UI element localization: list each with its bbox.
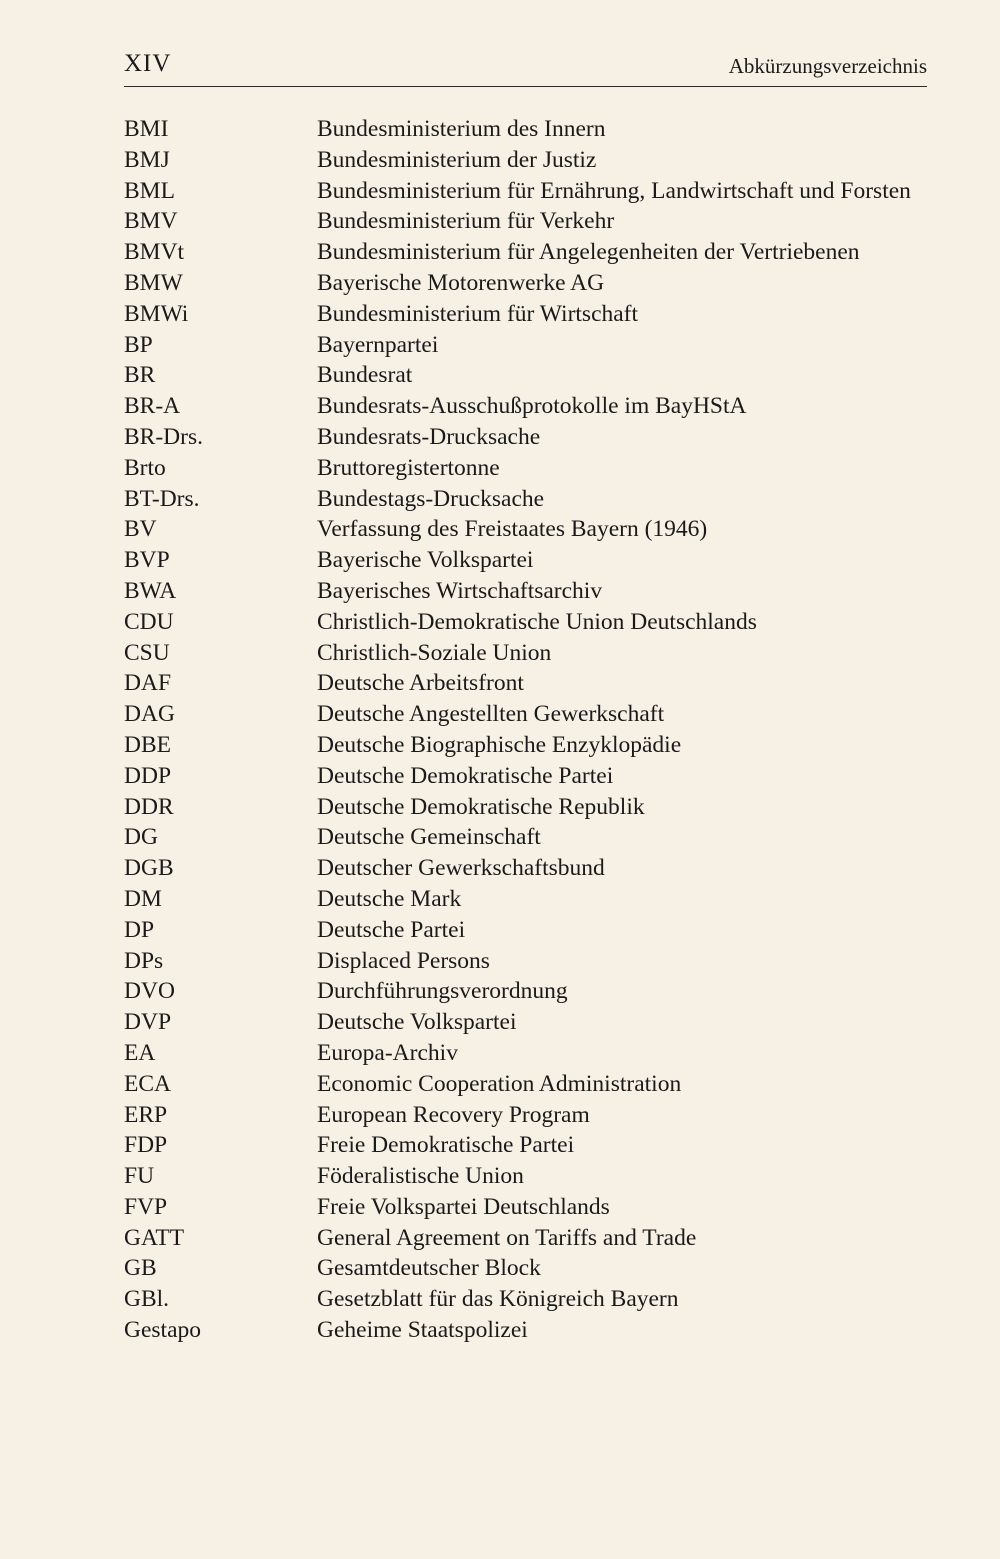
abbreviation-entry (124, 1253, 934, 1284)
abbreviation-expansion: Economic Cooperation Administration (317, 1070, 682, 1097)
abbreviation-entry (124, 761, 934, 792)
abbreviation-term: BMV (124, 208, 178, 235)
abbreviation-term: FDP (124, 1132, 168, 1159)
abbreviation-term: GATT (124, 1224, 185, 1251)
abbreviation-expansion: European Recovery Program (317, 1101, 590, 1128)
abbreviation-entry (124, 638, 934, 669)
abbreviation-term: BMVt (124, 239, 185, 266)
abbreviation-term: DVP (124, 1009, 172, 1036)
abbreviation-entry (124, 884, 934, 915)
abbreviation-term: CSU (124, 639, 170, 666)
abbreviation-entry (124, 206, 934, 237)
abbreviation-term: DAG (124, 701, 175, 728)
abbreviation-expansion: Bundesrats-Drucksache (317, 423, 541, 450)
abbreviation-entry (124, 1161, 934, 1192)
abbreviation-entry (124, 699, 934, 730)
abbreviation-entry (124, 1130, 934, 1161)
abbreviation-term: BMI (124, 116, 169, 142)
abbreviation-term: DM (124, 885, 162, 912)
abbreviation-term: BMWi (124, 300, 189, 327)
abbreviation-entry (124, 976, 934, 1007)
abbreviation-entry (124, 822, 934, 853)
abbreviation-entry (124, 268, 934, 299)
abbreviation-expansion: Deutsche Demokratische Republik (317, 793, 645, 820)
abbreviation-expansion: Bundesministerium des Innern (317, 116, 606, 142)
abbreviation-term: Gestapo (124, 1317, 202, 1344)
abbreviation-expansion: Deutsche Volkspartei (317, 1009, 517, 1036)
abbreviation-entry (124, 1100, 934, 1131)
abbreviation-entry (124, 484, 934, 515)
abbreviation-expansion: Freie Demokratische Partei (317, 1132, 575, 1159)
abbreviation-term: BR (124, 362, 156, 389)
abbreviation-entry (124, 792, 934, 823)
abbreviation-expansion: Gesamtdeutscher Block (317, 1255, 541, 1282)
abbreviation-entry (124, 1284, 934, 1315)
abbreviation-entry (124, 176, 934, 207)
abbreviation-entry (124, 668, 934, 699)
abbreviation-entry (124, 607, 934, 638)
page-header (124, 48, 927, 87)
abbreviation-expansion: Christlich-Soziale Union (317, 639, 552, 666)
abbreviation-entry (124, 1192, 934, 1223)
abbreviation-term: BR-Drs. (124, 423, 203, 450)
abbreviation-term: DP (124, 916, 155, 943)
abbreviation-expansion: Bundesministerium für Verkehr (317, 208, 615, 235)
abbreviation-term: DAF (124, 670, 172, 697)
abbreviation-entry (124, 514, 934, 545)
abbreviation-term: Brto (124, 454, 166, 481)
abbreviation-entry (124, 360, 934, 391)
abbreviation-expansion: Durchführungsverordnung (317, 978, 568, 1005)
abbreviation-expansion: Geheime Staatspolizei (317, 1317, 528, 1344)
abbreviation-term: FU (124, 1163, 155, 1190)
abbreviation-term: BR-A (124, 393, 181, 420)
abbreviation-expansion: Freie Volkspartei Deutschlands (317, 1193, 610, 1220)
abbreviation-term: DBE (124, 731, 171, 758)
abbreviation-expansion: Deutscher Gewerkschaftsbund (317, 855, 605, 882)
abbreviation-expansion: Deutsche Mark (317, 885, 462, 912)
abbreviation-entry (124, 453, 934, 484)
abbreviation-expansion: Gesetzblatt für das Königreich Bayern (317, 1286, 679, 1313)
abbreviation-term: ECA (124, 1070, 171, 1097)
abbreviation-expansion: Deutsche Demokratische Partei (317, 762, 614, 789)
abbreviation-expansion: Christlich-Demokratische Union Deutschlands (317, 608, 757, 635)
abbreviation-entry (124, 1223, 934, 1254)
abbreviation-term: BV (124, 516, 157, 543)
abbreviation-expansion: Bayerische Motorenwerke AG (317, 269, 605, 296)
abbreviation-term: BT-Drs. (124, 485, 200, 512)
abbreviation-expansion: Deutsche Angestellten Gewerkschaft (317, 701, 665, 728)
abbreviation-expansion: Deutsche Partei (317, 916, 466, 943)
abbreviation-expansion: Bundesrats-Ausschußprotokolle im BayHStA (317, 393, 747, 420)
abbreviation-entry (124, 545, 934, 576)
abbreviation-term: BP (124, 331, 153, 358)
abbreviation-term: DG (124, 824, 158, 851)
abbreviation-entry (124, 1069, 934, 1100)
abbreviation-expansion: Bundesministerium für Ernährung, Landwirtschaft und Forsten (317, 177, 911, 204)
abbreviation-term: GBl. (124, 1286, 170, 1313)
abbreviation-expansion: Bundestags-Drucksache (317, 485, 545, 512)
abbreviation-entry (124, 730, 934, 761)
abbreviation-term: DDR (124, 793, 174, 820)
abbreviation-term: BMJ (124, 146, 170, 173)
abbreviation-entry (124, 946, 934, 977)
abbreviation-expansion: Bundesrat (317, 362, 413, 389)
abbreviation-entry (124, 1315, 934, 1346)
abbreviation-term: FVP (124, 1193, 168, 1220)
abbreviation-expansion: Europa-Archiv (317, 1039, 458, 1066)
abbreviation-entry (124, 391, 934, 422)
abbreviation-expansion: General Agreement on Tariffs and Trade (317, 1224, 697, 1251)
abbreviation-expansion: Deutsche Gemeinschaft (317, 824, 541, 851)
abbreviation-expansion: Deutsche Biographische Enzyklopädie (317, 731, 682, 758)
abbreviation-entry (124, 299, 934, 330)
abbreviation-term: DPs (124, 947, 164, 974)
abbreviation-expansion: Bayerische Volkspartei (317, 547, 534, 574)
abbreviation-list (124, 114, 934, 1346)
abbreviation-expansion: Bundesministerium für Wirtschaft (317, 300, 639, 327)
abbreviation-entry (124, 114, 934, 145)
abbreviation-expansion: Bayerisches Wirtschaftsarchiv (317, 577, 603, 604)
abbreviation-entry (124, 237, 934, 268)
abbreviation-entry (124, 145, 934, 176)
abbreviation-term: GB (124, 1255, 157, 1282)
abbreviation-term: BWA (124, 577, 177, 604)
abbreviation-expansion: Deutsche Arbeitsfront (317, 670, 524, 697)
abbreviation-expansion: Displaced Persons (317, 947, 490, 974)
abbreviation-entry (124, 330, 934, 361)
abbreviation-entry (124, 1007, 934, 1038)
abbreviation-expansion: Bundesministerium der Justiz (317, 146, 597, 173)
abbreviation-entry (124, 576, 934, 607)
page-number: XIV (124, 50, 172, 77)
abbreviation-term: DDP (124, 762, 172, 789)
abbreviation-term: BML (124, 177, 175, 204)
running-head: Abkürzungsverzeichnis (728, 54, 927, 78)
abbreviation-entry (124, 1038, 934, 1069)
abbreviation-expansion: Föderalistische Union (317, 1163, 524, 1190)
abbreviation-term: BMW (124, 269, 183, 296)
abbreviation-term: BVP (124, 547, 170, 574)
abbreviation-expansion: Bruttoregistertonne (317, 454, 500, 481)
abbreviation-entry (124, 853, 934, 884)
abbreviation-expansion: Bundesministerium für Angelegenheiten der Vertriebenen (317, 239, 860, 266)
abbreviation-term: DGB (124, 855, 174, 882)
abbreviation-expansion: Bayernpartei (317, 331, 439, 358)
abbreviation-entry (124, 422, 934, 453)
abbreviation-term: CDU (124, 608, 174, 635)
abbreviation-term: DVO (124, 978, 175, 1005)
abbreviation-expansion: Verfassung des Freistaates Bayern (1946) (317, 516, 708, 543)
abbreviation-term: ERP (124, 1101, 168, 1128)
abbreviation-entry (124, 915, 934, 946)
abbreviation-term: EA (124, 1039, 156, 1066)
